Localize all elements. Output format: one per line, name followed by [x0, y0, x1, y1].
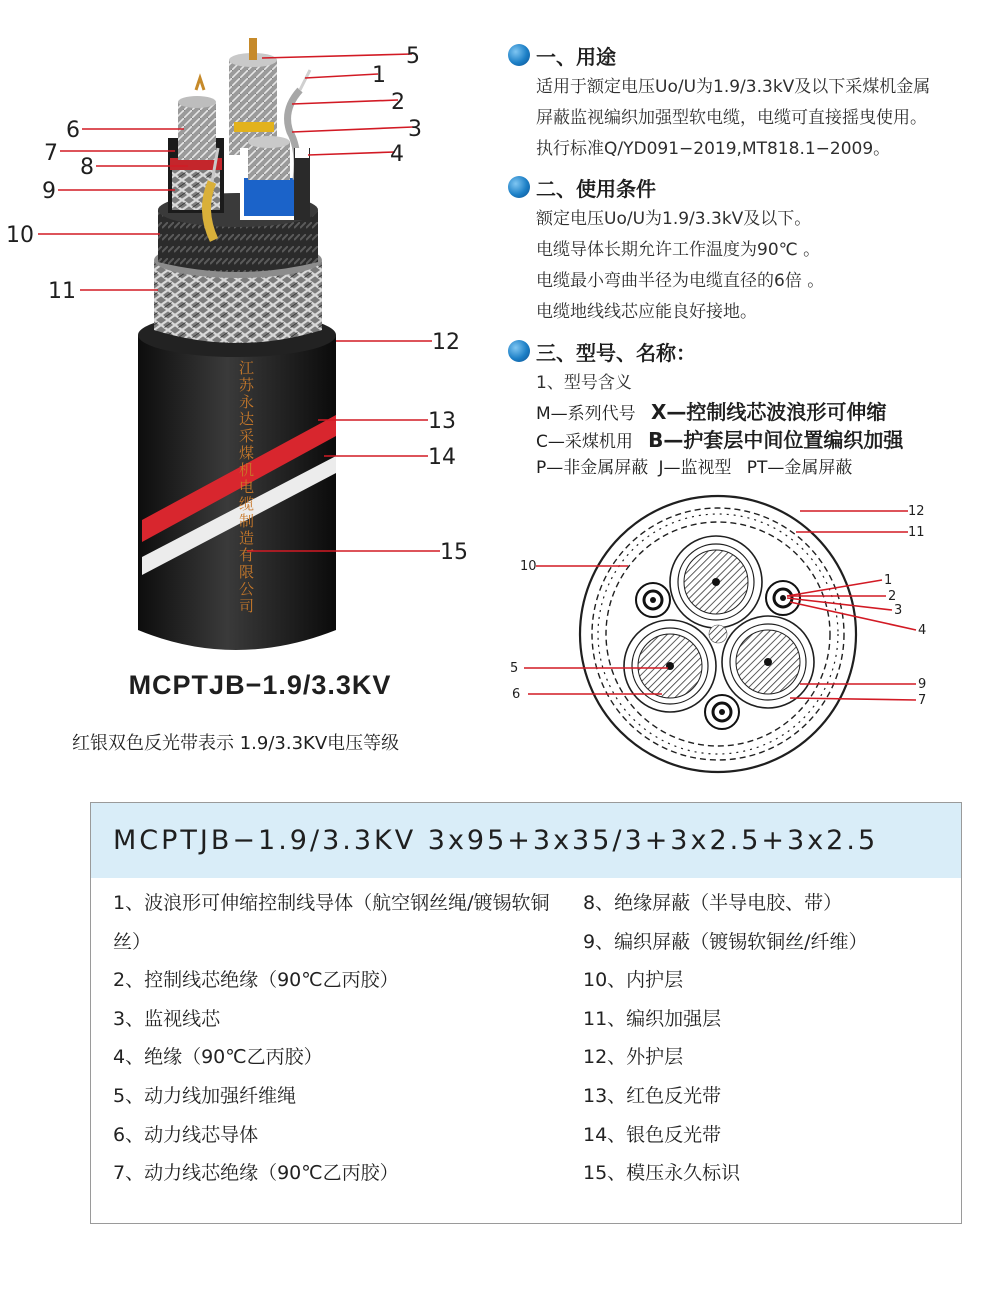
- label-9: 9: [42, 179, 56, 204]
- bullet-icon: [508, 44, 530, 66]
- section-conditions: [508, 170, 824, 328]
- spec-item: 13、红色反光带: [583, 1084, 722, 1107]
- xs-label-4: 4: [918, 623, 927, 638]
- label-10: 10: [6, 223, 34, 248]
- spec-box: [90, 802, 962, 1224]
- xs-label-9: 9: [918, 677, 927, 692]
- spec-right-column: [583, 884, 953, 1193]
- meaning-code: B—护套层中间位置编织加强: [648, 428, 904, 452]
- cross-section-diagram: [500, 490, 980, 780]
- section-title: 二、使用条件: [536, 176, 656, 201]
- bullet-icon: [508, 176, 530, 198]
- xs-label-1: 1: [884, 573, 893, 588]
- spec-item: 6、动力线芯导体: [113, 1123, 259, 1146]
- xs-label-11: 11: [908, 525, 925, 540]
- label-2: 2: [391, 90, 405, 115]
- label-12: 12: [432, 330, 460, 355]
- usage-line: 执行标准Q/YD091−2019,MT818.1−2009。: [536, 139, 891, 159]
- condition-line: 电缆最小弯曲半径为电缆直径的6倍 。: [536, 271, 825, 291]
- spec-left-column: [113, 884, 553, 1193]
- xs-label-7: 7: [918, 693, 927, 708]
- section-model: [508, 334, 903, 481]
- xs-label-12: 12: [908, 504, 925, 519]
- spec-item: 3、监视线芯: [113, 1007, 221, 1030]
- section-usage: [508, 38, 930, 165]
- xs-label-2: 2: [888, 589, 897, 604]
- condition-line: 电缆导体长期允许工作温度为90℃ 。: [536, 240, 821, 260]
- spec-item: 8、绝缘屏蔽（半导电胶、带）: [583, 892, 843, 914]
- condition-line: 电缆地线线芯应能良好接地。: [536, 302, 757, 322]
- meaning-code: P—非金属屏蔽: [536, 458, 649, 478]
- usage-line: 屏蔽监视编织加强型软电缆，电缆可直接摇曳使用。: [536, 108, 927, 128]
- spec-item: 7、动力线芯绝缘（90℃乙丙胶）: [113, 1162, 399, 1185]
- spec-item: 15、模压永久标识: [583, 1162, 741, 1185]
- label-7: 7: [44, 141, 58, 166]
- meaning-code: J—监视型: [658, 458, 732, 478]
- label-5: 5: [406, 44, 420, 69]
- meaning-code: X—控制线芯波浪形可伸缩: [650, 400, 887, 424]
- spec-item: 10、内护层: [583, 969, 684, 992]
- xs-label-5: 5: [510, 661, 519, 676]
- cross-power-core-top: [670, 536, 762, 628]
- spec-item: 12、外护层: [583, 1046, 684, 1069]
- spec-item: 9、编织屏蔽（镀锡软铜丝/纤维）: [583, 930, 868, 953]
- xs-label-10: 10: [520, 559, 537, 574]
- model-meaning-subtitle: 1、型号含义: [536, 373, 632, 393]
- spec-item: 2、控制线芯绝缘（90℃乙丙胶）: [113, 969, 399, 992]
- cable-illustration: [0, 30, 500, 670]
- power-core-front: [240, 136, 298, 220]
- sheath-marking: 江苏永达采煤机电缆制造有限公司: [237, 360, 255, 615]
- model-title: MCPTJB−1.9/3.3KV: [128, 670, 392, 700]
- label-1: 1: [372, 63, 386, 88]
- spec-item: 14、银色反光带: [583, 1123, 722, 1146]
- model-meaning-row: [536, 455, 903, 481]
- meaning-code: M—系列代号: [536, 404, 636, 424]
- label-14: 14: [428, 445, 456, 470]
- label-4: 4: [390, 142, 404, 167]
- meaning-code: PT—金属屏蔽: [746, 458, 853, 478]
- usage-line: 适用于额定电压Uo/U为1.9/3.3kV及以下采煤机金属: [536, 77, 931, 97]
- label-15: 15: [440, 540, 468, 565]
- model-meaning-row: [536, 399, 903, 427]
- label-3: 3: [408, 117, 422, 142]
- model-meaning-row: [536, 427, 903, 455]
- power-core-left: [168, 78, 224, 213]
- spec-item: 4、绝缘（90℃乙丙胶）: [113, 1046, 323, 1069]
- cross-power-core-right: [722, 616, 814, 708]
- section-title: 三、型号、名称：: [536, 340, 696, 365]
- xs-label-6: 6: [512, 687, 521, 702]
- label-11: 11: [48, 279, 76, 304]
- label-8: 8: [80, 155, 94, 180]
- spec-item: 1、波浪形可伸缩控制线导体（航空钢丝绳/镀锡软铜丝）: [113, 892, 550, 953]
- spec-header: MCPTJB−1.9/3.3KV 3x95+3x35/3+3x2.5+3x2.5: [91, 803, 961, 878]
- label-13: 13: [428, 409, 456, 434]
- cross-power-core-left: [624, 620, 716, 712]
- label-6: 6: [66, 118, 80, 143]
- spec-item: 5、动力线加强纤维绳: [113, 1084, 297, 1107]
- xs-label-3: 3: [894, 603, 903, 618]
- model-note: 红银双色反光带表示 1.9/3.3KV电压等级: [72, 733, 400, 754]
- spec-item: 11、编织加强层: [583, 1007, 722, 1030]
- condition-line: 额定电压Uo/U为1.9/3.3kV及以下。: [536, 209, 812, 229]
- section-title: 一、用途: [536, 44, 616, 69]
- meaning-code: C—采煤机用: [536, 432, 633, 452]
- bullet-icon: [508, 340, 530, 362]
